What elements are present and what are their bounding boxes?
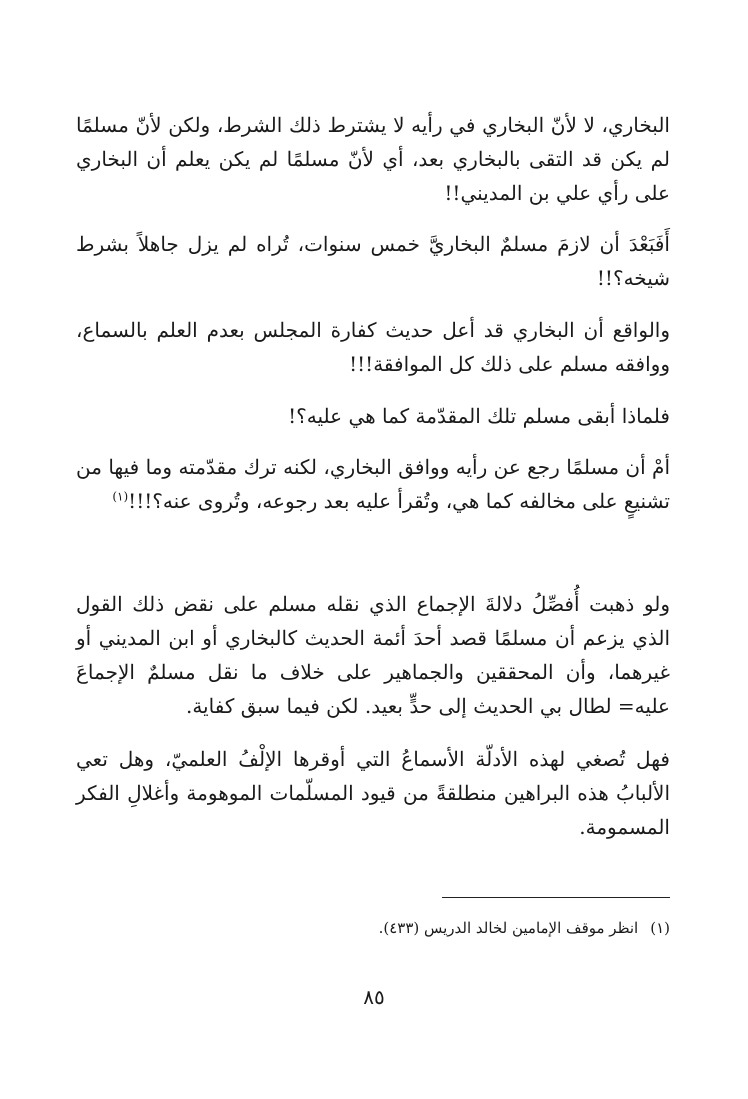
paragraph-4: فلماذا أبقى مسلم تلك المقدّمة كما هي عليه؟! bbox=[288, 404, 670, 428]
paragraph-6: ولو ذهبت أُفصِّلُ دلالةَ الإجماع الذي نقله مسلم على نقض ذلك القول الذي يزعم أن مسلمًا قصد أحدَ أئمة الحديث كالبخاري أو ابن المديني أو غيرهما، وأن المحققين والجماهير على خلاف ما نقل مسلمٌ الإجماعَ عليه= لطال بي الحديث إلى حدٍّ بعيد. لكن فيما سبق كفاية. bbox=[76, 592, 670, 718]
paragraph-7: فهل تُصغي لهذه الأدلّة الأسماعُ التي أوقرها الإلْفُ العلميّ، وهل تعي الألبابُ هذه البراهين منطلقةً من قيود المسلّمات الموهومة وأغلالِ الفكر المسمومة. bbox=[76, 747, 670, 839]
footnote-text: انظر موقف الإمامين لخالد الدريس (٤٣٣). bbox=[378, 919, 639, 937]
paragraph-3: والواقع أن البخاري قد أعل حديث كفارة المجلس بعدم العلم بالسماع، ووافقه مسلم على ذلك كل الموافقة!!! bbox=[76, 318, 670, 376]
footnote-separator bbox=[442, 897, 670, 898]
paragraph-5-text: أمْ أن مسلمًا رجع عن رأيه ووافق البخاري، لكنه ترك مقدّمته وما فيها من تشنيعٍ على مخالفه كما هي، وتُقرأ عليه بعد رجوعه، وتُروى عنه؟!!! bbox=[76, 455, 670, 513]
footnote bbox=[76, 916, 670, 940]
page-number: ٨٥ bbox=[363, 985, 385, 1009]
footnote-reference: (١) bbox=[112, 489, 129, 504]
footnote-number: (١) bbox=[650, 919, 670, 937]
paragraph-1: البخاري، لا لأنّ البخاري في رأيه لا يشترط ذلك الشرط، ولكن لأنّ مسلمًا لم يكن قد التقى بالبخاري بعد، أي لأنّ مسلمًا لم يكن يعلم أن البخاري على رأي علي بن المديني!! bbox=[76, 113, 670, 205]
paragraph-5 bbox=[76, 450, 670, 518]
paragraph-2: أَفَبَعْدَ أن لازمَ مسلمٌ البخاريَّ خمس سنوات، تُراه لم يزل جاهلاً بشرط شيخه؟!! bbox=[76, 232, 670, 290]
